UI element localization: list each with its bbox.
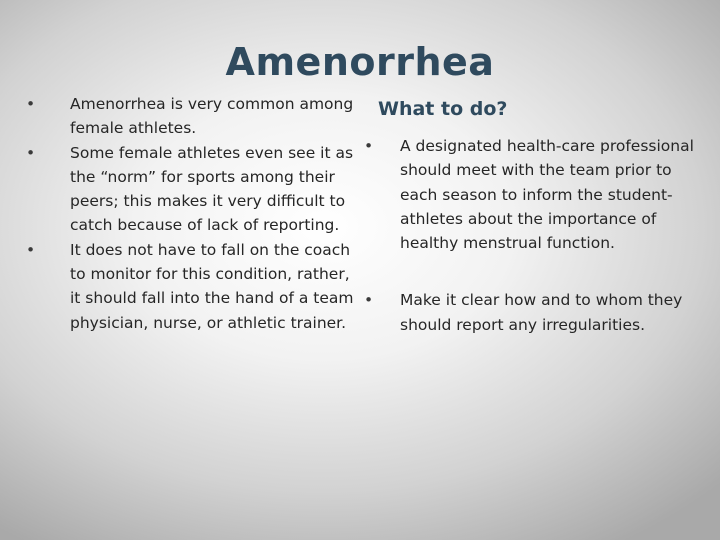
right-bullet-1: • A designated health-care professional should meet with the team prior to each season to inform the student-athletes about the importance of healthy menstrual function. [364, 134, 694, 255]
right-bullet-list [364, 134, 694, 337]
left-bullet-3: • It does not have to fall on the coach to monitor for this condition, rather, it should fall into the hand of a team physician, nurse, or athletic trainer. [26, 238, 356, 335]
slide-title: Amenorrhea [225, 40, 495, 84]
left-bullet-2: • Some female athletes even see it as the “norm” for sports among their peers; this makes it very difficult to catch because of lack of reporting. [26, 141, 356, 238]
left-bullet-1: • Amenorrhea is very common among female athletes. [26, 92, 356, 141]
right-column-heading: What to do? [378, 98, 508, 120]
left-bullet-list [26, 92, 356, 335]
right-bullet-2: • Make it clear how and to whom they should report any irregularities. [364, 288, 694, 337]
